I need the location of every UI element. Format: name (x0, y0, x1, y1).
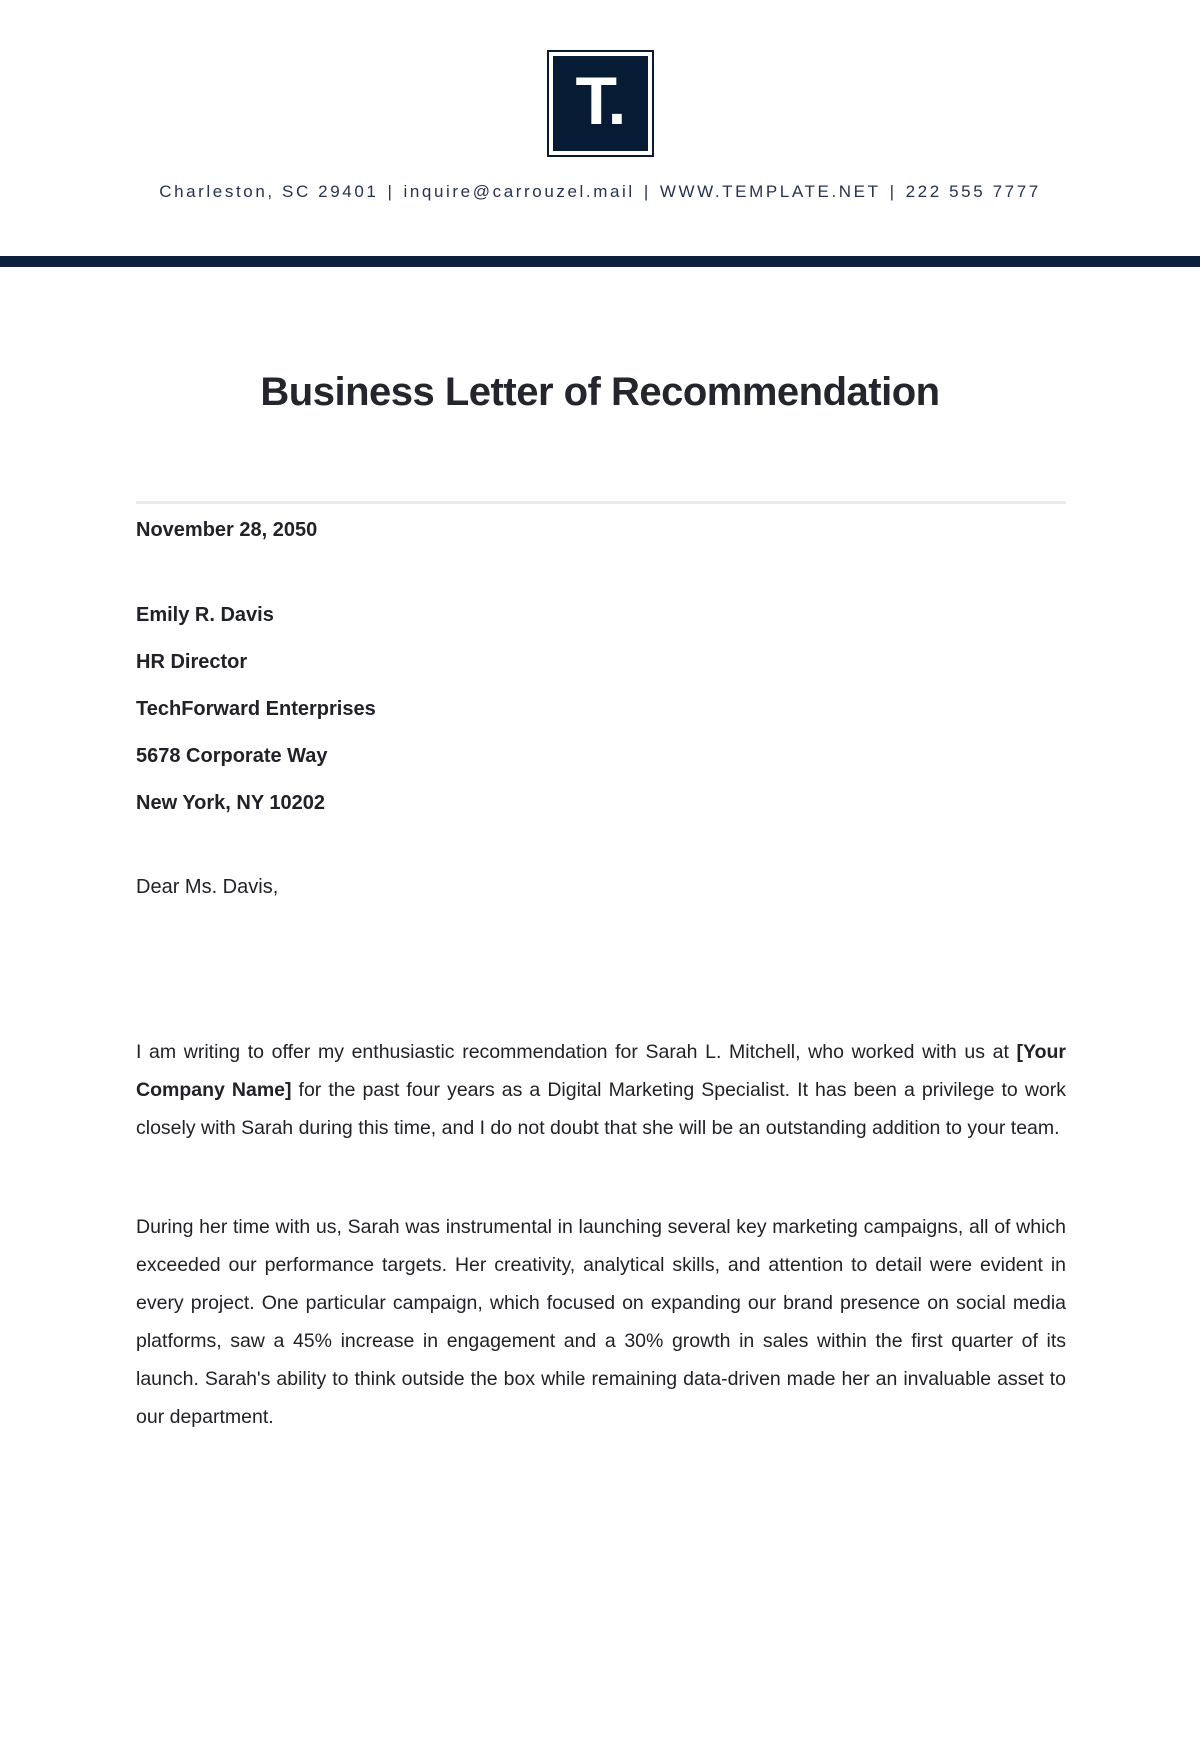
recipient-street-address: 5678 Corporate Way (136, 745, 328, 767)
recipient-city-state-zip: New York, NY 10202 (136, 792, 326, 814)
recipient-company: TechForward Enterprises (136, 698, 376, 720)
paragraph-1-text: I am writing to offer my enthusiastic recommendation for Sarah L. Mitchell, who worked with us at (136, 1041, 1017, 1063)
contact-separator: | (643, 182, 651, 201)
recipient-block (136, 601, 1066, 817)
letter-document (0, 368, 1200, 1436)
header-accent-bar (0, 256, 1200, 267)
page-title: Business Letter of Recommendation (260, 370, 940, 414)
letter-content (0, 501, 1200, 1436)
logo-monogram: T. (575, 62, 625, 139)
logo-square (553, 56, 648, 151)
contact-phone: 222 555 7777 (905, 182, 1041, 201)
contact-line (0, 182, 1200, 202)
paragraph-2: During her time with us, Sarah was instrumental in launching several key marketing campaigns, all of which exceeded our performance targets. Her creativity, analytical skills, and attention to detail were evident in every project. One particular campaign, which focused on expanding our brand presence on social media platforms, saw a 45% increase in engagement and a 30% growth in sales within the first quarter of its launch. Sarah's ability to think outside the box while remaining data-driven made her an invaluable asset to our department. (136, 1216, 1066, 1428)
paragraph-1 (136, 1033, 1066, 1147)
title-divider (136, 501, 1066, 504)
company-logo-icon (547, 50, 654, 157)
contact-separator: | (387, 182, 395, 201)
recipient-job-title: HR Director (136, 651, 248, 673)
letterhead (0, 50, 1200, 267)
letter-date: November 28, 2050 (136, 519, 318, 541)
contact-email: inquire@carrouzel.mail (403, 182, 635, 201)
paragraph-1-text-continued: for the past four years as a Digital Marketing Specialist. It has been a privilege to work closely with Sarah during this time, and I do not doubt that she will be an outstanding addition to your team. (136, 1079, 1066, 1139)
letter-page (0, 50, 1200, 1746)
contact-separator: | (889, 182, 897, 201)
salutation: Dear Ms. Davis, (136, 876, 279, 898)
recipient-name: Emily R. Davis (136, 604, 274, 626)
contact-location: Charleston, SC 29401 (159, 182, 379, 201)
contact-website: WWW.TEMPLATE.NET (659, 182, 881, 201)
company-name-placeholder: [Your Company Name] (136, 1041, 1066, 1101)
